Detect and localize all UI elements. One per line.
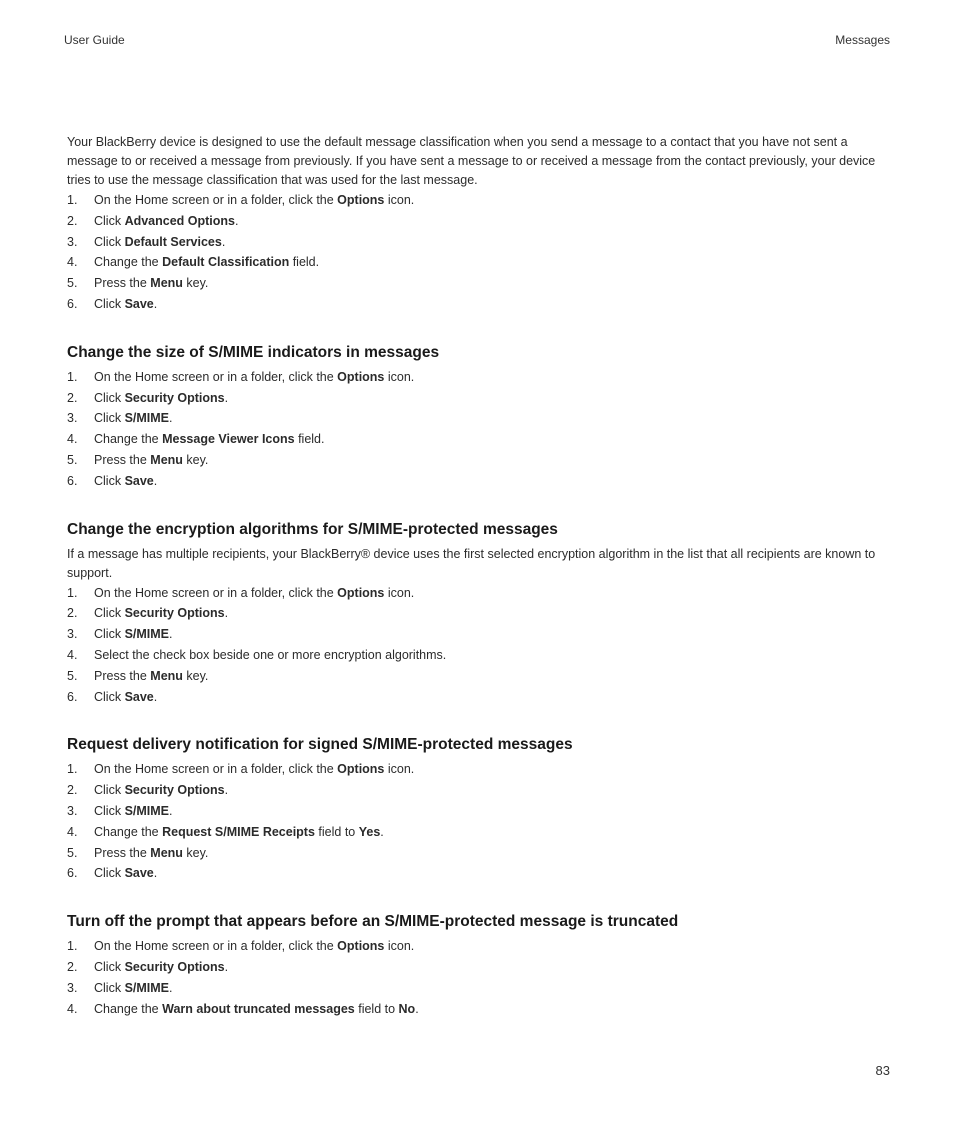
ui-term: Message Viewer Icons	[162, 432, 295, 447]
step-text: icon.	[384, 762, 415, 777]
step-text: Change the	[94, 432, 163, 447]
section-heading: Turn off the prompt that appears before an S/MIME-protected message is truncated	[67, 913, 679, 931]
ui-term: Menu	[150, 452, 183, 467]
step-item	[67, 780, 891, 801]
step-item	[67, 863, 891, 884]
step-number: 6.	[67, 473, 78, 488]
step-item	[67, 252, 891, 273]
step-item	[67, 801, 891, 822]
step-number: 3.	[67, 411, 78, 426]
intro-paragraph: Your BlackBerry device is designed to use the default message classification when you send a message to a contact that you have not sent a message to or received a message from previously. If you have sent a message to or received a message from the contact previously, your device tries to use the message classification that was used for the last message.	[67, 135, 876, 187]
step-number: 5.	[67, 668, 78, 683]
ui-term: Options	[337, 369, 385, 384]
step-item	[67, 666, 891, 687]
section-heading: Change the encryption algorithms for S/MIME-protected messages	[67, 520, 558, 538]
section-heading: Change the size of S/MIME indicators in messages	[67, 343, 440, 361]
ui-term: Yes	[358, 824, 381, 839]
ui-term: No	[398, 1001, 416, 1016]
step-item	[67, 603, 891, 624]
ui-term: S/MIME	[124, 980, 170, 995]
step-item	[67, 978, 891, 999]
step-item	[67, 273, 891, 294]
step-item	[67, 759, 891, 780]
ui-term: S/MIME	[124, 627, 170, 642]
step-number: 3.	[67, 980, 78, 995]
ui-term: Security Options	[124, 959, 225, 974]
ui-term: Save	[124, 296, 154, 311]
step-item	[67, 367, 891, 388]
step-text: Press the	[94, 668, 151, 683]
step-list	[67, 190, 891, 315]
step-number: 3.	[67, 627, 78, 642]
step-item	[67, 645, 891, 666]
step-item	[67, 211, 891, 232]
step-text: On the Home screen or in a folder, click the	[94, 939, 338, 954]
step-text: .	[153, 689, 158, 704]
ui-term: S/MIME	[124, 803, 170, 818]
step-number: 4.	[67, 647, 78, 662]
step-text: Click	[94, 980, 125, 995]
step-text: icon.	[384, 939, 415, 954]
step-number: 6.	[67, 866, 78, 881]
step-number: 5.	[67, 276, 78, 291]
step-text: Change the	[94, 255, 163, 270]
step-text: On the Home screen or in a folder, click the	[94, 193, 338, 207]
step-text: On the Home screen or in a folder, click the	[94, 585, 338, 600]
intro-section	[67, 133, 891, 315]
step-text: .	[224, 959, 229, 974]
step-item	[67, 624, 891, 645]
section-intro: If a message has multiple recipients, your BlackBerry® device uses the first selected encryption algorithm in the list that all recipients are known to support.	[67, 546, 876, 580]
ui-term: Options	[337, 193, 385, 207]
ui-term: Options	[337, 762, 385, 777]
step-number: 5.	[67, 452, 78, 467]
step-text: Click	[94, 689, 125, 704]
step-text: .	[169, 411, 173, 426]
step-text: .	[169, 980, 173, 995]
step-text: icon.	[384, 193, 415, 207]
step-text: Click	[94, 959, 125, 974]
step-list	[67, 759, 891, 884]
step-number: 4.	[67, 432, 78, 447]
step-text: key.	[182, 452, 209, 467]
step-text: key.	[182, 276, 209, 291]
step-text: .	[224, 606, 229, 621]
step-list	[67, 367, 891, 492]
step-text: .	[221, 234, 226, 249]
ui-term: Security Options	[124, 783, 225, 798]
step-number: 5.	[67, 845, 78, 860]
step-number: 1.	[67, 762, 78, 777]
step-item	[67, 232, 891, 253]
step-number: 1.	[67, 369, 78, 384]
step-text: On the Home screen or in a folder, click the	[94, 762, 338, 777]
section-encryption-algorithms	[67, 519, 891, 708]
step-item	[67, 957, 891, 978]
step-text: .	[224, 390, 229, 405]
ui-term: Default Services	[124, 234, 222, 249]
running-header-left: User Guide	[64, 33, 125, 47]
step-text: .	[153, 473, 158, 488]
step-text: Click	[94, 296, 125, 311]
step-item	[67, 936, 891, 957]
ui-term: S/MIME	[124, 411, 170, 426]
step-item	[67, 450, 891, 471]
section-truncation-prompt	[67, 911, 891, 1019]
ui-term: Request S/MIME Receipts	[162, 824, 315, 839]
step-item	[67, 388, 891, 409]
step-text: field to	[314, 824, 359, 839]
step-text: On the Home screen or in a folder, click the	[94, 369, 338, 384]
step-number: 3.	[67, 803, 78, 818]
step-text: Click	[94, 234, 125, 249]
step-text: Change the	[94, 1001, 163, 1016]
step-text: key.	[182, 845, 209, 860]
step-text: icon.	[384, 585, 415, 600]
step-number: 4.	[67, 1001, 78, 1016]
step-text: Click	[94, 606, 125, 621]
step-text: Change the	[94, 824, 163, 839]
step-item	[67, 583, 891, 604]
step-number: 6.	[67, 296, 78, 311]
step-text: Click	[94, 411, 125, 426]
section-heading: Request delivery notification for signed S/MIME-protected messages	[67, 736, 573, 754]
step-text: icon.	[384, 369, 415, 384]
step-text: field to	[354, 1001, 399, 1016]
step-text: .	[153, 866, 158, 881]
ui-term: Menu	[150, 276, 183, 291]
step-text: Click	[94, 390, 125, 405]
step-text: Click	[94, 783, 125, 798]
step-text: Click	[94, 627, 125, 642]
step-list	[67, 936, 891, 1019]
step-list	[67, 583, 891, 708]
step-number: 4.	[67, 255, 78, 270]
step-item	[67, 822, 891, 843]
step-item	[67, 843, 891, 864]
step-text: .	[169, 627, 173, 642]
step-number: 1.	[67, 939, 78, 954]
step-text: key.	[182, 668, 209, 683]
running-header-right: Messages	[835, 33, 890, 47]
step-text: .	[153, 296, 158, 311]
step-text: Click	[94, 803, 125, 818]
ui-term: Save	[124, 689, 154, 704]
step-number: 2.	[67, 959, 78, 974]
step-number: 1.	[67, 585, 78, 600]
step-item	[67, 408, 891, 429]
step-text: .	[415, 1001, 419, 1016]
step-text: .	[224, 783, 229, 798]
ui-term: Save	[124, 866, 154, 881]
ui-term: Save	[124, 473, 154, 488]
page-number: 83	[875, 1063, 890, 1078]
step-text: Press the	[94, 452, 151, 467]
step-text: .	[235, 213, 239, 228]
step-number: 1.	[67, 193, 78, 207]
step-text: Click	[94, 213, 125, 228]
step-number: 2.	[67, 783, 78, 798]
ui-term: Options	[337, 939, 385, 954]
ui-term: Security Options	[124, 606, 225, 621]
ui-term: Menu	[150, 845, 183, 860]
step-number: 6.	[67, 689, 78, 704]
ui-term: Menu	[150, 668, 183, 683]
step-item	[67, 687, 891, 708]
step-text: .	[380, 824, 384, 839]
step-number: 4.	[67, 824, 78, 839]
step-item	[67, 429, 891, 450]
ui-term: Security Options	[124, 390, 225, 405]
step-text: field.	[289, 255, 320, 270]
step-number: 2.	[67, 213, 78, 228]
step-text: Click	[94, 473, 125, 488]
step-text: .	[169, 803, 173, 818]
step-text: Select the check box beside one or more encryption algorithms.	[94, 647, 447, 662]
step-number: 3.	[67, 234, 78, 249]
page-content	[67, 133, 891, 1019]
step-text: Press the	[94, 845, 151, 860]
step-text: Click	[94, 866, 125, 881]
step-text: Press the	[94, 276, 151, 291]
step-item	[67, 294, 891, 315]
step-item	[67, 999, 891, 1020]
step-text: field.	[294, 432, 325, 447]
ui-term: Options	[337, 585, 385, 600]
step-item	[67, 190, 891, 211]
ui-term: Default Classification	[162, 255, 290, 270]
ui-term: Advanced Options	[124, 213, 235, 228]
step-item	[67, 471, 891, 492]
ui-term: Warn about truncated messages	[162, 1001, 355, 1016]
section-delivery-notification	[67, 734, 891, 884]
section-smime-indicator-size	[67, 342, 891, 492]
step-number: 2.	[67, 390, 78, 405]
step-number: 2.	[67, 606, 78, 621]
